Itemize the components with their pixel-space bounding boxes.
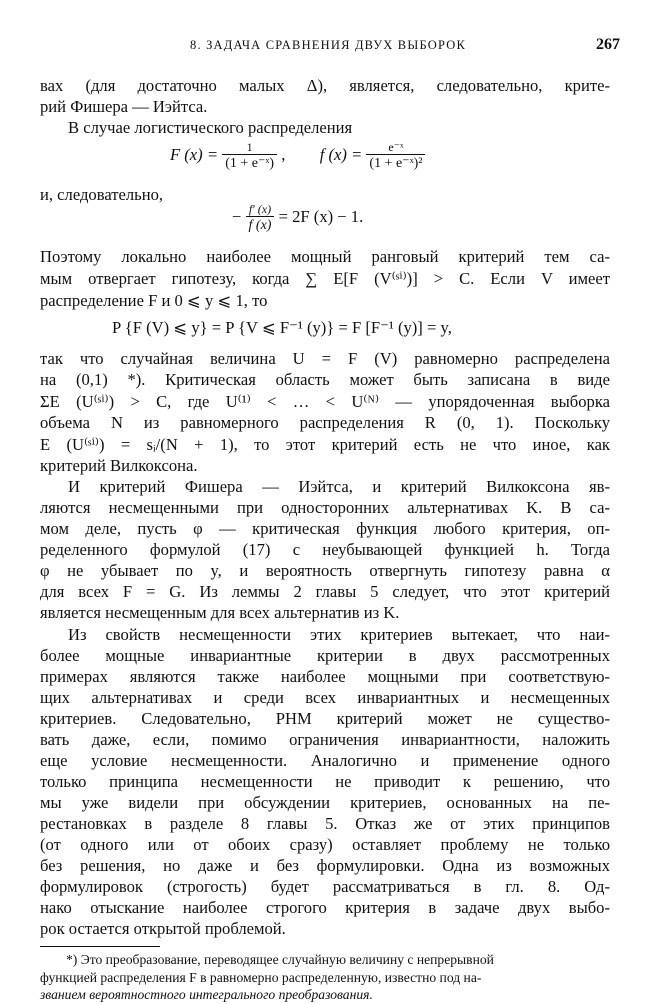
text-line: более мощные инвариантные критерии в двух рассмотренных: [40, 646, 610, 665]
formula-minus: −: [232, 206, 242, 226]
text-line: Поэтому локально наиболее мощный ранговый критерий тем са-: [40, 247, 610, 266]
text-line: формулировок (строгость) будет рассматриваться в гл. 8. Од-: [40, 877, 610, 896]
fraction-numerator: e⁻ˣ: [388, 140, 404, 154]
page-header: [40, 36, 620, 58]
fraction-denominator: f (x): [246, 216, 275, 234]
fraction-ratio: [246, 202, 275, 234]
fraction-numerator: 1: [246, 140, 253, 154]
footnote-line: *) Это преобразование, переводящее случайную величину с непрерывной: [66, 952, 494, 967]
text-line: В случае логистического распределения: [68, 118, 353, 137]
text-line: И критерий Фишера — Иэйтса, и критерий Вилкоксона яв-: [68, 477, 610, 496]
text-line: так что случайная величина U = F (V) равномерно распределена: [40, 349, 610, 368]
text-line: ределенного формулой (17) с неубывающей функцией h. Тогда: [40, 540, 610, 559]
text-line: мы уже видели при обсуждении критериев, основанных на пе-: [40, 793, 610, 812]
formula-separator: ,: [281, 144, 286, 164]
text-line: примерах являются также наиболее мощными при соответствую-: [40, 667, 610, 686]
formula-rhs: = 2F (x) − 1.: [278, 206, 364, 226]
footnote-rule: [40, 946, 160, 947]
fraction-denominator: (1 + e⁻ˣ): [222, 154, 277, 172]
text-line: вах (для достаточно малых Δ), является, следовательно, крите-: [40, 76, 610, 95]
text-line: вать даже, если, помимо ограничения инвариантности, наложить: [40, 730, 610, 749]
text-line: только принципа несмещенности не приводит к решению, что: [40, 772, 610, 791]
text-line: ΣE (U⁽ˢⁱ⁾) > C, где U⁽¹⁾ < … < U⁽ᴺ⁾ — упорядоченная выборка: [40, 392, 610, 411]
fraction-denominator: (1 + e⁻ˣ)²: [366, 154, 425, 172]
formula-F-lhs: F (x) =: [170, 144, 219, 164]
text-line: для всех F = G. Из леммы 2 главы 5 следует, что этот критерий: [40, 582, 610, 601]
page-number: 267: [596, 36, 620, 53]
text-line: E (U⁽ˢⁱ⁾) = sᵢ/(N + 1), то этот критерий есть не что иное, как: [40, 435, 610, 454]
running-head: 8. ЗАДАЧА СРАВНЕНИЯ ДВУХ ВЫБОРОК: [190, 38, 467, 52]
text-line: рок остается открытой проблемой.: [40, 919, 286, 938]
formula-ratio: [232, 202, 363, 234]
text-line: является несмещенным для всех альтернатив из K.: [40, 603, 400, 622]
text-line: объема N из равномерного распределения R (0, 1). Поскольку: [40, 413, 610, 432]
formula-logistic: [170, 140, 425, 172]
text-line: (от одного или от обоих сразу) оставляет проблему не только: [40, 835, 610, 854]
text-line: мом деле, пусть φ — критическая функция любого критерия, оп-: [40, 519, 610, 538]
footnote-line: функцией распределения F в равномерно распределенную, известно под на-: [40, 970, 482, 985]
text-line: нако отыскание наиболее строгого критерия в задаче двух выбо-: [40, 898, 610, 917]
text-line: и, следовательно,: [40, 185, 164, 204]
text-line: щих альтернативах и среди всех инвариантных и несмещенных: [40, 688, 610, 707]
text-line: еще условие несмещенности. Аналогично и применение одного: [40, 751, 610, 770]
formula-probability: P {F (V) ⩽ y} = P {V ⩽ F⁻¹ (y)} = F [F⁻¹ (y)] = y,: [112, 318, 452, 337]
text-line: без решения, но даже и без формулировки. Одна из возможных: [40, 856, 610, 875]
text-line: ляются несмещенными при односторонних альтернативах K. В са-: [40, 498, 610, 517]
text-line: Из свойств несмещенности этих критериев вытекает, что наи-: [68, 625, 610, 644]
text-line: мым отвергает гипотезу, когда ∑ E[F (V⁽ˢⁱ⁾)] > C. Если V имеет: [40, 269, 610, 288]
footnote-line: званием вероятностного интегрального преобразования.: [40, 987, 373, 1002]
fraction-F: [222, 140, 277, 172]
text-line: распределение F и 0 ⩽ y ⩽ 1, то: [40, 291, 268, 310]
text-line: критерий Вилкоксона.: [40, 456, 198, 475]
text-line: рий Фишера — Иэйтса.: [40, 97, 208, 116]
text-line: φ не убывает по y, и вероятность отвергнуть гипотезу равна α: [40, 561, 610, 580]
text-line: рестановках в разделе 8 главы 5. Отказ же от этих принципов: [40, 814, 610, 833]
fraction-f: [366, 140, 425, 172]
fraction-numerator: f′ (x): [248, 202, 272, 216]
text-line: критериев. Следовательно, РНМ критерий может не существо-: [40, 709, 610, 728]
formula-f-lhs: f (x) =: [319, 144, 363, 164]
text-line: на (0,1) *). Критическая область может быть записана в виде: [40, 370, 610, 389]
